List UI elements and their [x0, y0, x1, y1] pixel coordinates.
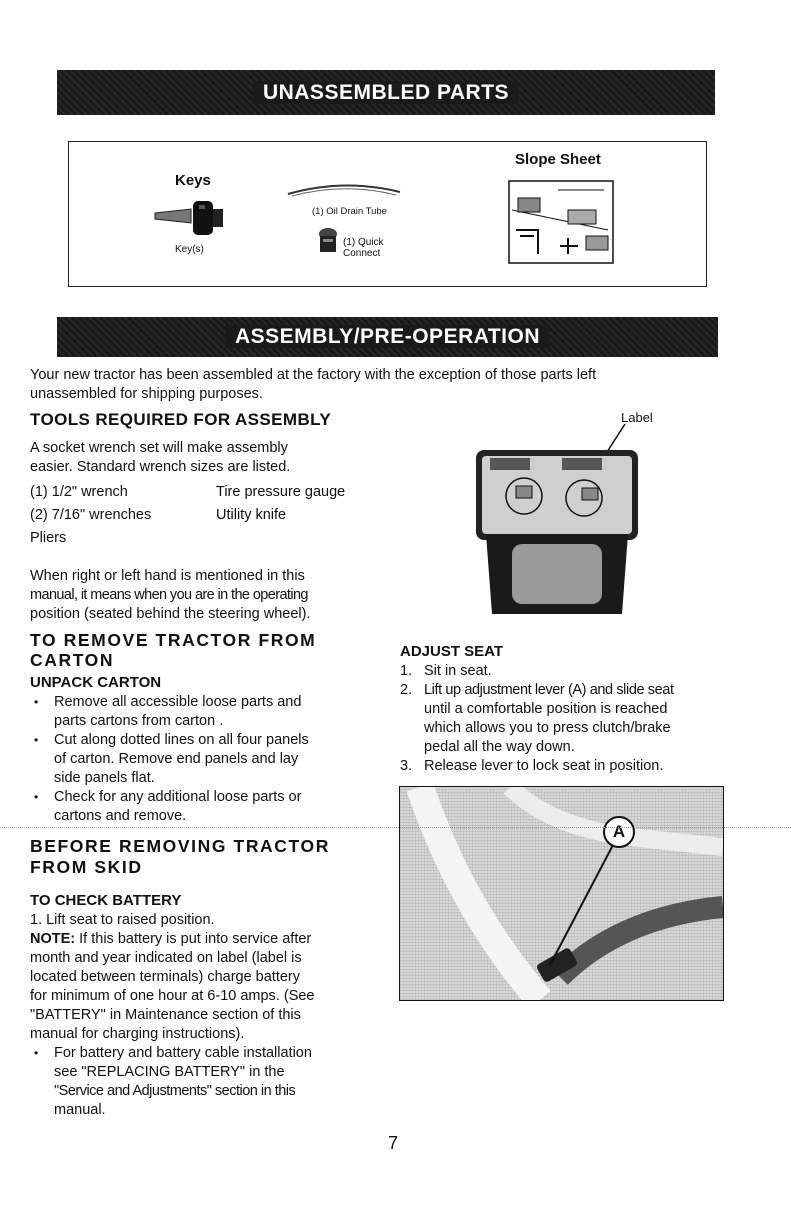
quick-connect-icon [317, 226, 339, 256]
assembly-title: ASSEMBLY/PRE-OPERATION [225, 325, 550, 348]
keys-title: Keys [175, 172, 211, 189]
tools-line-1: A socket wrench set will make assembly [30, 440, 288, 456]
tools-item-row: (1) 1/2" wrench Tire pressure gauge [30, 484, 346, 500]
list-item: 2. Lift up adjustment lever (A) and slide seat until a comfortable position is reached which allows you to press clutch/brake pedal all the way down. [400, 682, 674, 755]
tools-item-row: (2) 7/16" wrenches Utility knife [30, 507, 287, 523]
assembly-intro [30, 366, 730, 404]
battery-label-text: Label [621, 410, 653, 425]
quick-connect-caption-1: (1) Quick [343, 237, 384, 248]
remove-carton-heading: TO REMOVE TRACTOR FROM CARTON [30, 630, 317, 670]
before-skid-heading: BEFORE REMOVING TRACTOR FROM SKID [30, 836, 330, 877]
assembly-intro-line-2: unassembled for shipping purposes. [30, 386, 263, 402]
unassembled-parts-title: UNASSEMBLED PARTS [253, 81, 519, 104]
tools-item-row: Pliers [30, 530, 67, 546]
battery-illustration [472, 424, 642, 624]
slope-sheet-title: Slope Sheet [515, 151, 601, 168]
adjust-seat-heading: ADJUST SEAT [400, 643, 504, 660]
scan-dotted-line [0, 827, 791, 828]
adjust-seat-steps [400, 662, 740, 776]
page-number: 7 [388, 1133, 399, 1153]
slope-sheet-icon [508, 180, 614, 264]
unassembled-parts-box [68, 141, 707, 287]
unassembled-parts-banner [57, 70, 715, 115]
list-item: • Remove all accessible loose parts and parts cartons from carton . [30, 693, 390, 731]
list-item: • For battery and battery cable installation see "REPLACING BATTERY" in the "Service and Adjustments" section in this manual. [30, 1044, 390, 1120]
key-icon [151, 197, 231, 237]
adjust-seat-section [400, 643, 740, 776]
callout-a: A [612, 822, 626, 841]
unpack-carton-list [30, 693, 390, 826]
quick-connect-caption-2: Connect [343, 248, 381, 259]
oil-drain-tube-icon [284, 180, 404, 200]
seat-photo-detail [400, 787, 723, 1000]
check-battery-heading: TO CHECK BATTERY [30, 892, 182, 909]
unpack-carton-heading: UNPACK CARTON [30, 674, 162, 691]
seat-adjustment-photo [399, 786, 724, 1001]
tools-heading: TOOLS REQUIRED FOR ASSEMBLY [30, 410, 332, 429]
battery-text: 1. Lift seat to raised position. NOTE: If this battery is put into service after month and year indicated on label (label is located between terminals) charge battery for minimum of one hour at 6-10 amps. (See "BATTERY" in Maintenance section of this manual for charging instructions). • For battery and battery cable installation see "REPLACING BATTERY" in the "Service and Adjustments" section in this manual. [30, 911, 390, 1120]
list-item: • Check for any additional loose parts or cartons and remove. [30, 788, 390, 826]
note-label: NOTE: [30, 931, 76, 947]
oil-drain-tube-caption: (1) Oil Drain Tube [312, 206, 387, 217]
hand-note: When right or left hand is mentioned in this manual, it means when you are in the operating position (seated behind the steering wheel). [30, 568, 311, 622]
battery-list [30, 1044, 390, 1120]
list-item: • Cut along dotted lines on all four panels of carton. Remove end panels and lay side panels flat. [30, 731, 390, 788]
tools-line-2: easier. Standard wrench sizes are listed. [30, 459, 291, 475]
left-column [30, 410, 390, 1120]
list-item: 3. Release lever to lock seat in position. [400, 758, 664, 774]
assembly-intro-line-1: Your new tractor has been assembled at the factory with the exception of those parts left [30, 367, 597, 383]
keys-caption: Key(s) [175, 244, 204, 255]
assembly-banner [57, 317, 718, 357]
list-item: 1. Sit in seat. [400, 663, 492, 679]
